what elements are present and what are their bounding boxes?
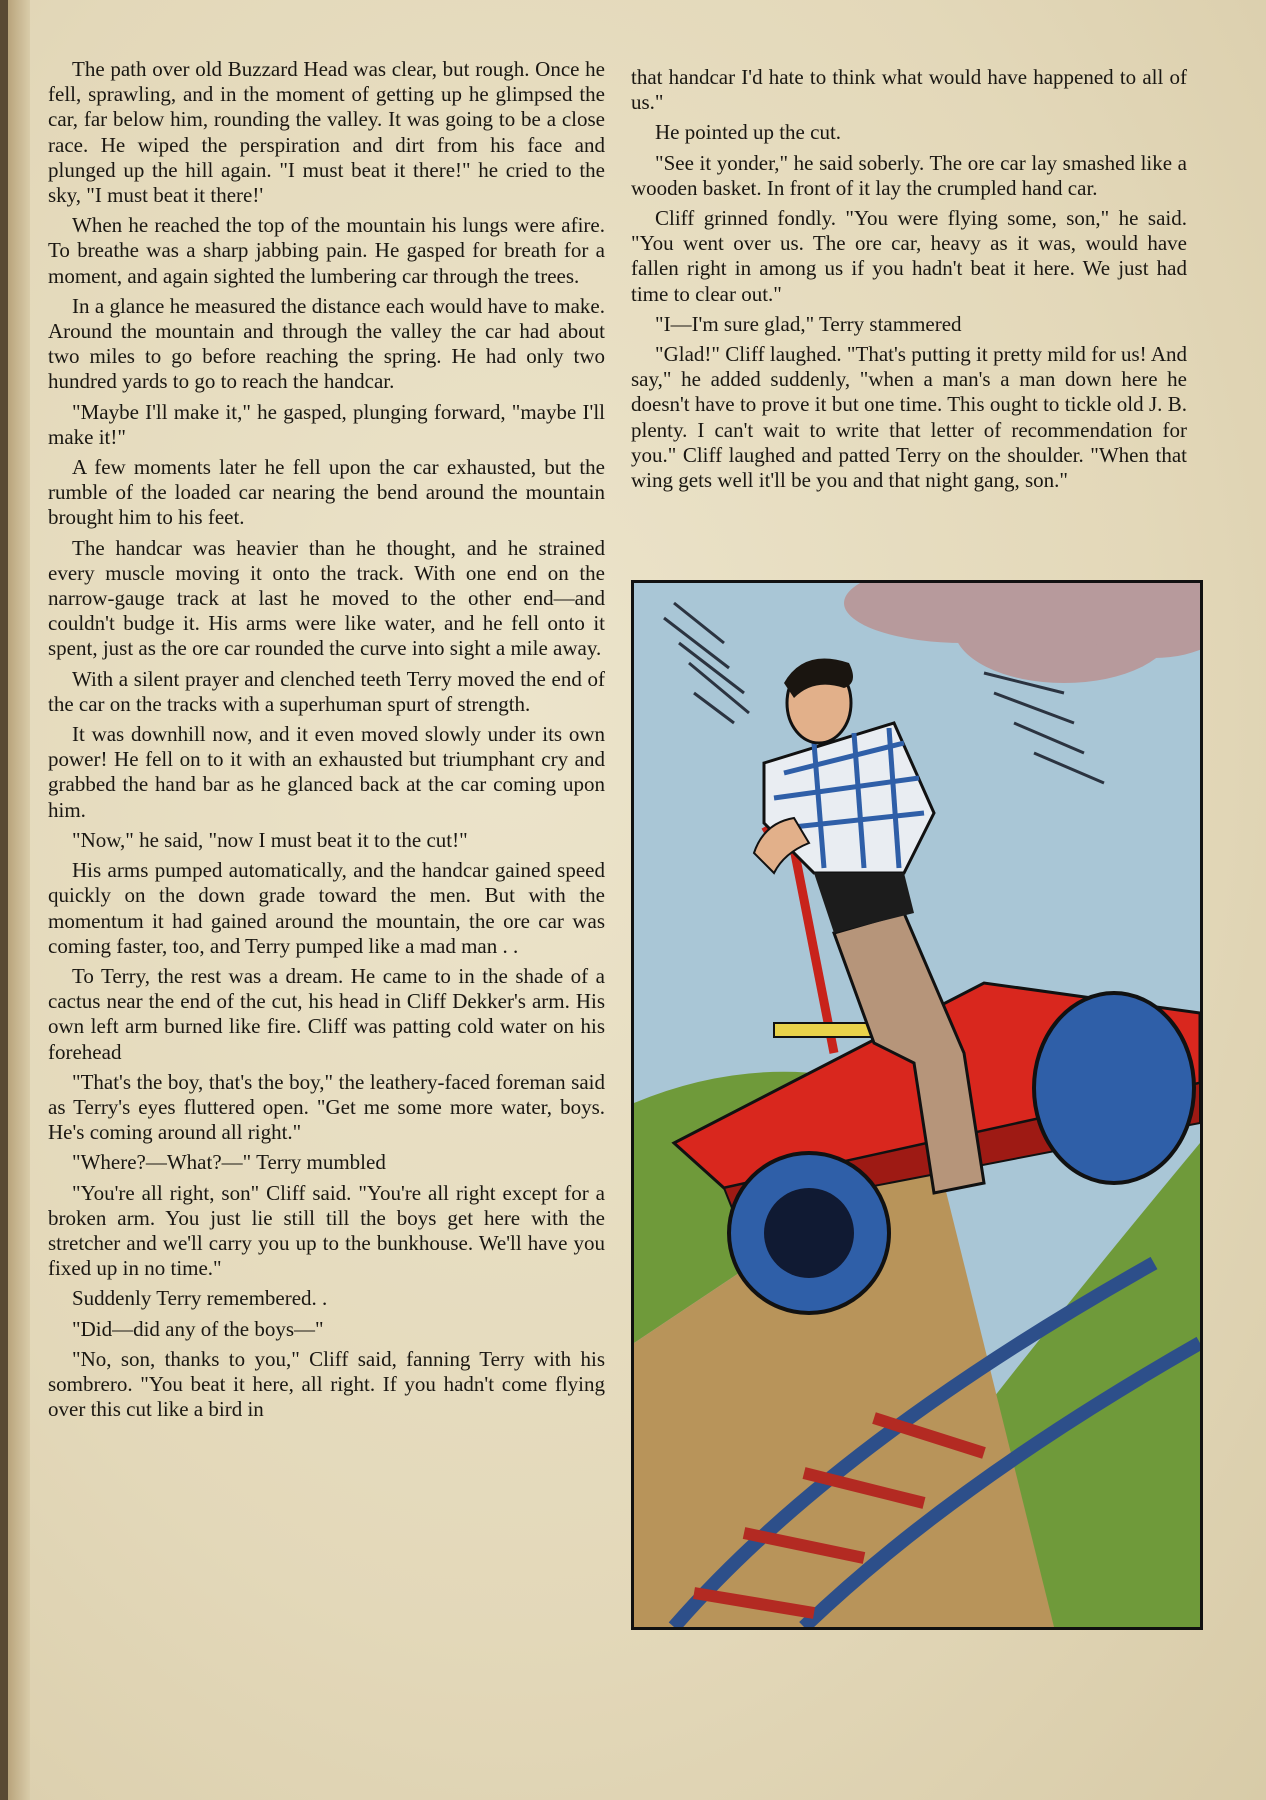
paragraph: The handcar was heavier than he thought, and he strained every muscle moving it onto the track. With one end on the narrow-gauge track at last he moved to the other end—and couldn't budge it. His arms were like water, and he fell onto it spent, just as the ore car rounded the curve into sight a mile away. xyxy=(48,535,605,661)
paragraph: With a silent prayer and clenched teeth Terry moved the end of the car on the tracks with a superhuman spurt of strength. xyxy=(48,666,605,716)
paragraph: "Now," he said, "now I must beat it to the cut!" xyxy=(72,827,468,852)
paragraph: "Did—did any of the boys—" xyxy=(72,1316,324,1341)
paragraph: "Where?—What?—" Terry mumbled xyxy=(72,1150,386,1175)
paragraph: The path over old Buzzard Head was clear, but rough. Once he fell, sprawling, and in the moment of getting up he glimpsed the car, far below him, rounding the valley. It was going to be a close race. He wiped the perspiration and dirt from his face and plunged up the hill again. "I must beat it there!" he cried to the sky, "I must beat it there!' xyxy=(48,57,605,208)
paragraph: "Maybe I'll make it," he gasped, plunging forward, "maybe I'll make it!" xyxy=(48,399,605,449)
magazine-page xyxy=(8,0,1266,1800)
paragraph: His arms pumped automatically, and the handcar gained speed quickly on the down grade toward the men. But with the momentum it had gained around the mountain, the ore car was coming faster, too, and Terry pumped like a mad man . . xyxy=(48,858,605,958)
story-column-left xyxy=(48,57,605,1427)
paragraph: When he reached the top of the mountain his lungs were afire. To breathe was a sharp jabbing pain. He gasped for breath for a moment, and again sighted the lumbering car through the trees. xyxy=(48,213,605,288)
paragraph: Cliff grinned fondly. "You were flying some, son," he said. "You went over us. The ore car, heavy as it was, would have fallen right in among us if you hadn't beat it here. We just had time to clear out." xyxy=(631,206,1187,306)
paragraph: "I—I'm sure glad," Terry stammered xyxy=(655,311,962,336)
illustration-panel xyxy=(631,580,1203,1630)
paragraph: It was downhill now, and it even moved slowly under its own power! He fell on to it with an exhausted but triumphant cry and grabbed the hand bar as he glanced back at the car coming upon him. xyxy=(48,722,605,822)
paragraph: "Glad!" Cliff laughed. "That's putting it pretty mild for us! And say," he added suddenly, "when a man's a man down here he doesn't have to prove it but one time. This ought to tickle old J. B. plenty. I can't wait to write that letter of recommendation for you." Cliff laughed and patted Terry on the shoulder. "When that wing gets well it'll be you and that night gang, son." xyxy=(631,342,1187,493)
handcar-wheel-rear xyxy=(1034,993,1194,1183)
paragraph: In a glance he measured the distance each would have to make. Around the mountain and through the valley the car had about two miles to go before reaching the spring. He had only two hundred yards to go to reach the handcar. xyxy=(48,293,605,394)
paragraph: that handcar I'd hate to think what would have happened to all of us." xyxy=(631,65,1187,115)
paragraph: To Terry, the rest was a dream. He came to in the shade of a cactus near the end of the cut, his head in Cliff Dekker's arm. His own left arm burned like fire. Cliff was patting cold water on his forehead xyxy=(48,963,605,1064)
paragraph: "That's the boy, that's the boy," the leathery-faced foreman said as Terry's eyes fluttered open. "Get me some more water, boys. He's coming around all right." xyxy=(48,1069,605,1145)
handcar-illustration xyxy=(634,583,1200,1627)
paragraph: Suddenly Terry remembered. . xyxy=(72,1286,328,1311)
paragraph: A few moments later he fell upon the car exhausted, but the rumble of the loaded car nearing the bend around the mountain brought him to his feet. xyxy=(48,455,605,530)
paragraph: He pointed up the cut. xyxy=(655,120,842,145)
paragraph: "See it yonder," he said soberly. The ore car lay smashed like a wooden basket. In front of it lay the crumpled hand car. xyxy=(631,150,1187,200)
paragraph: "No, son, thanks to you," Cliff said, fanning Terry with his sombrero. "You beat it here, all right. If you hadn't come flying over this cut like a bird in xyxy=(48,1346,605,1422)
story-column-right xyxy=(631,65,1187,498)
page-gutter xyxy=(8,0,30,1800)
paragraph: "You're all right, son" Cliff said. "You're all right except for a broken arm. You just lie still till the boys get here with the stretcher and we'll carry you up to the bunkhouse. We'll have you fixed up in no time." xyxy=(48,1180,605,1281)
